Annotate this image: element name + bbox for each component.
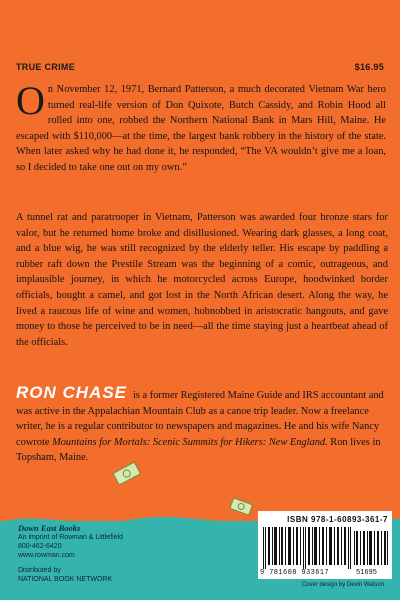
genre-label: TRUE CRIME xyxy=(16,62,75,72)
ean-barcode-bars xyxy=(263,527,351,569)
publisher-phone: 800-462-6420 xyxy=(18,543,62,550)
cover-design-credit: Cover design by Devin Watson xyxy=(301,582,384,588)
money-bill-icon xyxy=(112,462,142,486)
cover-header xyxy=(16,62,384,72)
author-book-title: Mountains for Mortals: Scenic Summits for Hikers: New England. xyxy=(52,436,328,448)
author-bio-text-b: Ron lives in Topsham, Maine. xyxy=(16,436,381,464)
blurb-paragraph-1 xyxy=(16,78,386,176)
author-name: RON CHASE xyxy=(16,383,128,402)
publisher-logo: Down East Books xyxy=(18,523,81,533)
publisher-info xyxy=(18,524,123,584)
blurb-paragraph-2: A tunnel rat and paratrooper in Vietnam, Patterson was awarded four bronze stars for valor, but he returned home broke and disillusioned. Wearing dark glasses, a long coat, and a blue wig, he was still recognized by the elderly teller. His escape by paddling a rubber raft down the Prestile Stream was the beginning of a comic, outrageous, and implausible journey, in which he motorcycled across Europe, hoodwinked border officials, bought a camel, and got lost in the North African desert. Along the way, he lived a raucous life of wine and women, hobnobbed in aristocratic hangouts, and gave money to those he perceived to be in need—all the time staying just a heartbeat ahead of the officials. xyxy=(16,212,388,348)
distributor-label: Distributed by xyxy=(18,567,61,574)
distributor-name: NATIONAL BOOK NETWORK xyxy=(18,576,113,583)
isbn-text: ISBN 978-1-60893-361-7 xyxy=(287,515,388,524)
publisher-imprint: An imprint of Rowman & Littlefield xyxy=(18,534,124,541)
addon-digits: 51695 xyxy=(356,569,378,577)
publisher-website: www.rowman.com xyxy=(18,552,75,559)
isbn-barcode xyxy=(258,511,392,579)
author-bio-text-a: is a former Registered Maine Guide and IRS accountant and was active in the Appalachian Mountain Club as a canoe trip leader. Now a freelance writer, he is a regular contributor to newspapers and magazines. He and his wife Nancy cowrote xyxy=(16,390,384,448)
drop-cap: O xyxy=(16,78,45,123)
price-label: $16.95 xyxy=(354,62,384,72)
addon-barcode-bars xyxy=(354,527,388,565)
blurb-paragraph-1-text: n November 12, 1971, Bernard Patterson, a much decorated Vietnam War hero turned real-life version of Don Quixote, Butch Cassidy, and Robin Hood all rolled into one, robbed the Northern National Bank in Mars Hill, Maine. He escaped with $110,000—at the time, the largest bank robbery in the history of the state. When later asked why he had done it, he responded, “The VA wouldn’t give me a loan, so I decided to take one out on my own.” xyxy=(16,84,386,173)
author-bio xyxy=(16,385,388,466)
ean-digits: 9 781608 933617 xyxy=(260,569,330,577)
